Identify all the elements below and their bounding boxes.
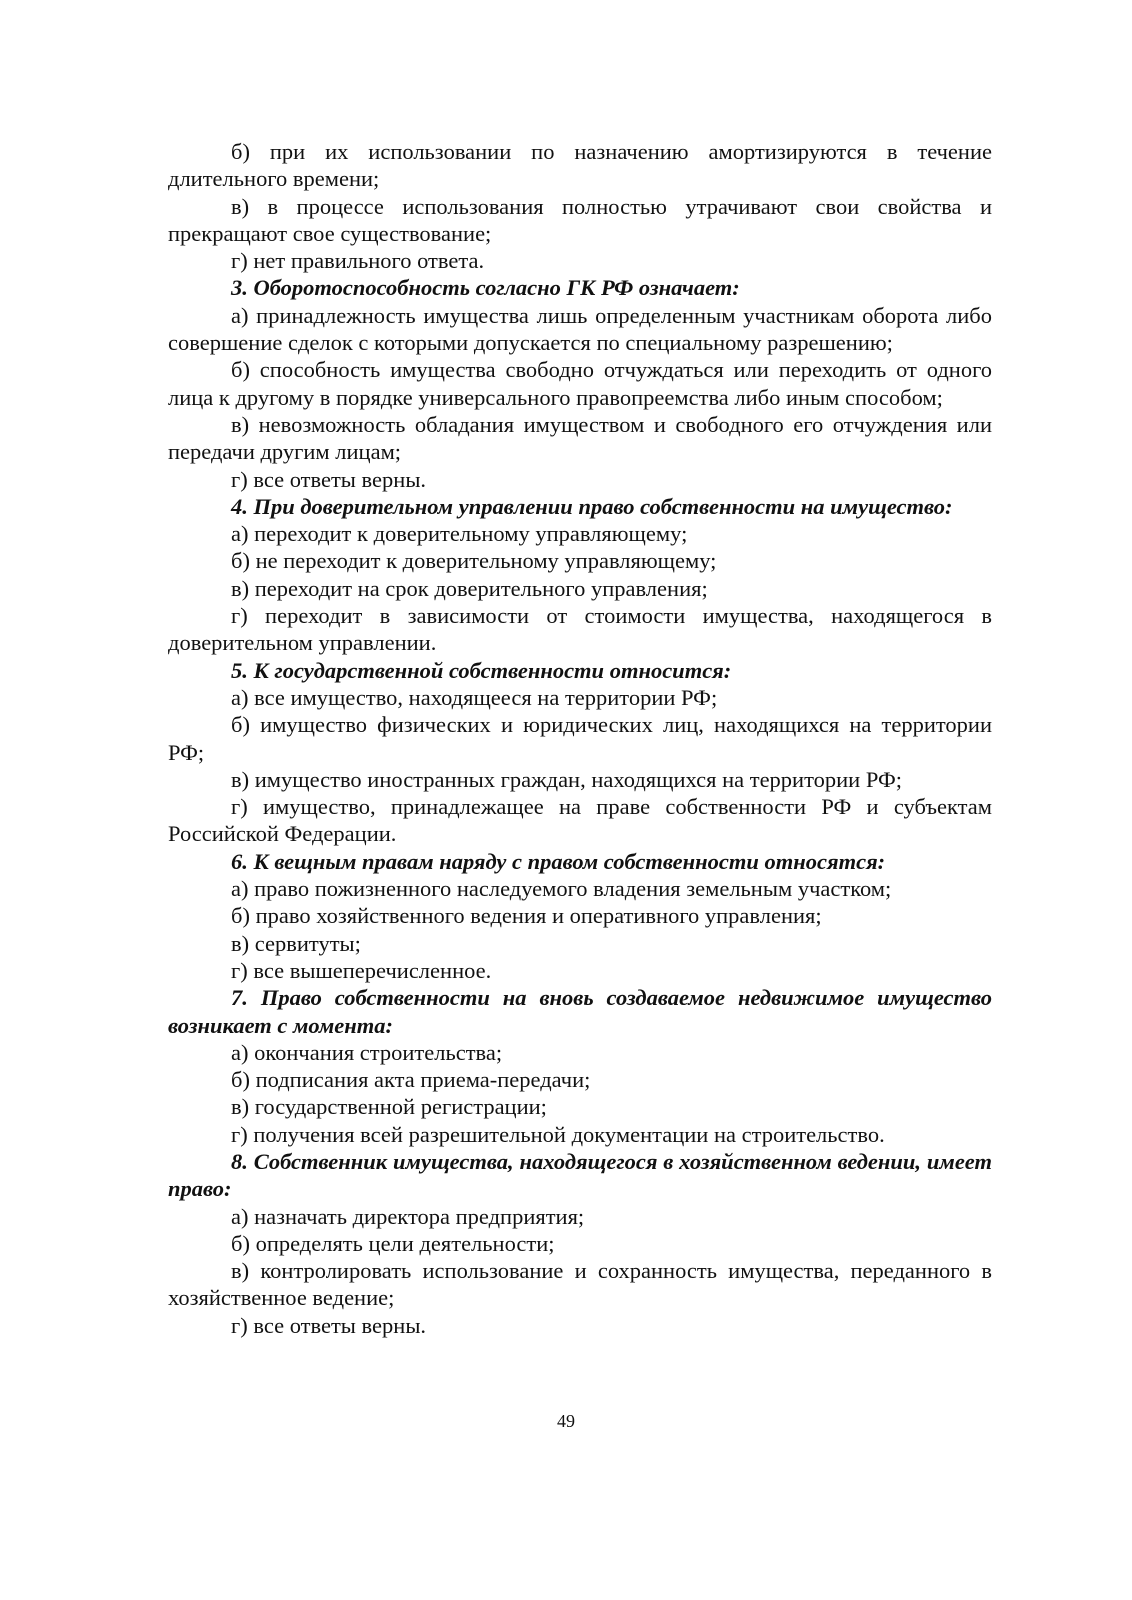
question-heading: 7. Право собственности на вновь создаваемое недвижимое имущество возникает с момента: (168, 985, 992, 1038)
answer-option: г) все ответы верны. (231, 1312, 427, 1338)
answer-option: б) при их использовании по назначению амортизируются в течение длительного времени; (168, 139, 992, 192)
answer-option: в) контролировать использование и сохранность имущества, переданного в хозяйственное ведение; (168, 1258, 992, 1311)
answer-option: б) имущество физических и юридических лиц, находящихся на территории РФ; (168, 712, 992, 765)
question-heading: 8. Собственник имущества, находящегося в хозяйственном ведении, имеет право: (168, 1148, 992, 1202)
page-body (168, 138, 992, 1339)
answer-option: в) имущество иностранных граждан, находящихся на территории РФ; (231, 766, 903, 792)
answer-option: г) все вышеперечисленное. (231, 957, 492, 983)
answer-option: а) право пожизненного наследуемого владения земельным участком; (231, 876, 892, 902)
answer-option: а) окончания строительства; (231, 1039, 503, 1065)
answer-option: а) все имущество, находящееся на территории РФ; (231, 684, 718, 710)
answer-option: а) переходит к доверительному управляющему; (231, 521, 688, 547)
question-heading: 5. К государственной собственности относится: (231, 657, 732, 683)
answer-option: г) имущество, принадлежащее на праве собственности РФ и субъектам Российской Федерации. (168, 794, 992, 847)
answer-option: г) переходит в зависимости от стоимости имущества, находящегося в доверительном управлении. (168, 603, 992, 656)
question-heading: 6. К вещным правам наряду с правом собственности относятся: (231, 848, 886, 874)
answer-option: а) принадлежность имущества лишь определенным участникам оборота либо совершение сделок с которыми допускается по специальному разрешению; (168, 302, 992, 356)
answer-option: в) государственной регистрации; (231, 1094, 547, 1120)
answer-option: г) все ответы верны. (231, 466, 427, 492)
answer-option: б) подписания акта приема-передачи; (231, 1067, 591, 1093)
answer-option: в) в процессе использования полностью утрачивают свои свойства и прекращают свое существование; (168, 193, 992, 246)
question-heading: 3. Оборотоспособность согласно ГК РФ означает: (231, 275, 740, 301)
answer-option: б) определять цели деятельности; (231, 1230, 555, 1256)
answer-option: в) сервитуты; (231, 930, 361, 956)
answer-option: в) невозможность обладания имуществом и свободного его отчуждения или передачи другим лицам; (168, 411, 992, 465)
answer-option: б) способность имущества свободно отчуждаться или переходить от одного лица к другому в порядке универсального правопреемства либо иным способом; (168, 357, 992, 410)
answer-option: а) назначать директора предприятия; (231, 1203, 585, 1229)
answer-option: б) право хозяйственного ведения и оперативного управления; (231, 903, 822, 929)
page-number: 49 (557, 1411, 575, 1431)
answer-option: г) нет правильного ответа. (231, 248, 485, 274)
answer-option: в) переходит на срок доверительного управления; (231, 575, 708, 601)
answer-option: г) получения всей разрешительной документации на строительство. (231, 1121, 885, 1147)
answer-option: б) не переходит к доверительному управляющему; (231, 548, 717, 574)
question-heading: 4. При доверительном управлении право собственности на имущество: (231, 493, 953, 519)
